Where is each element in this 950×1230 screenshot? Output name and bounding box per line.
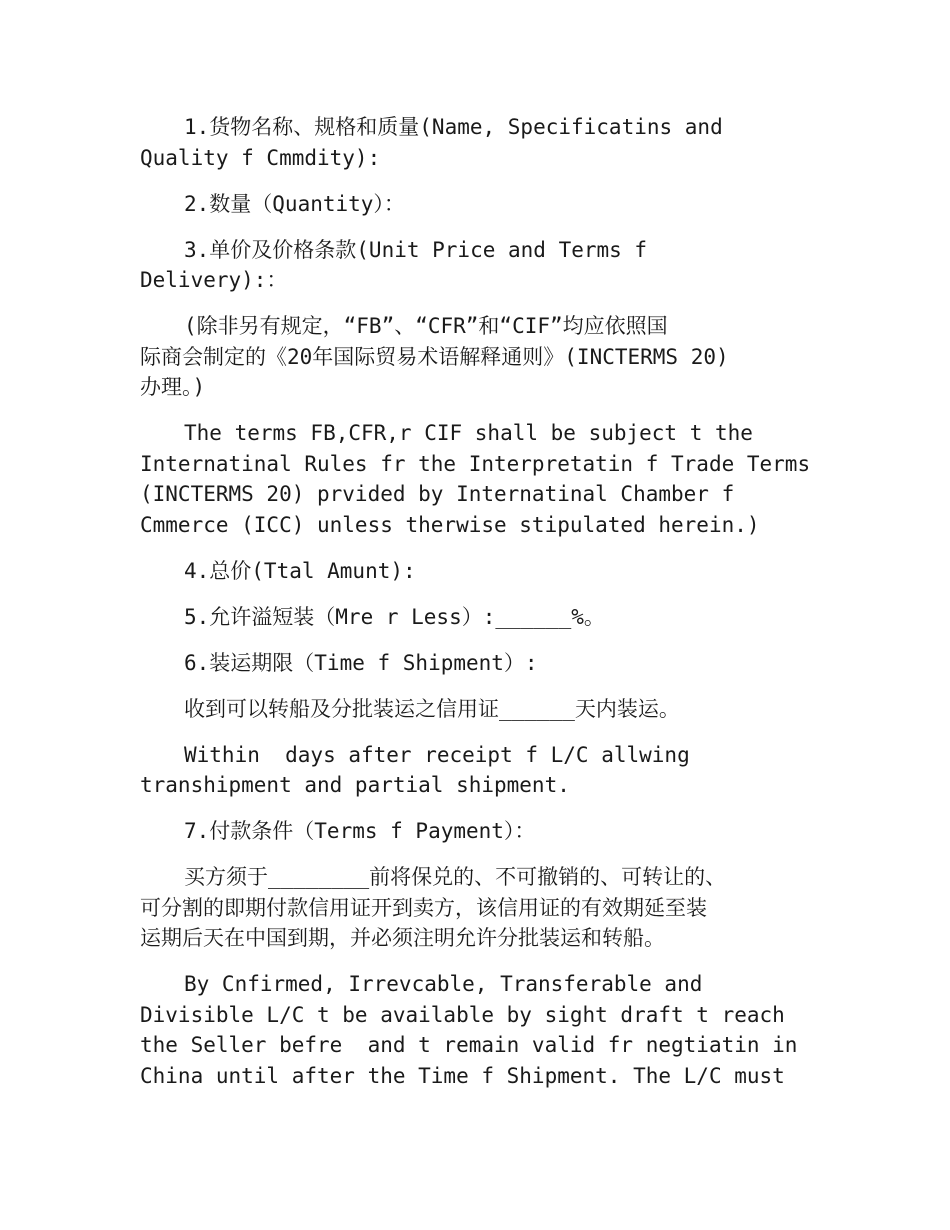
text-line: Cmmerce (ICC) unless therwise stipulated herein.) [140,512,760,537]
text-line: (INCTERMS 20) prvided by Internatinal Chamber f [140,482,735,506]
text-line: 际商会制定的《20年国际贸易术语解释通则》(INCTERMS 20) [140,344,729,369]
text-line: 1.货物名称、规格和质量(Name, Specificatins and [184,115,723,139]
paragraph-payment-en [140,969,812,1091]
paragraph-incoterms-cn [140,311,812,403]
text-line: Within days after receipt f L/C allwing [184,742,690,767]
paragraph-terms-of-payment [140,816,812,847]
paragraph-quantity [140,189,812,220]
paragraph-goods-name [140,112,812,173]
text-line: 办理。) [140,375,206,399]
text-line: 运期后天在中国到期，并必须注明允许分批装运和转船。 [140,926,665,950]
text-line: the Seller befre and t remain valid fr negtiatin in [140,1033,798,1057]
paragraph-total-amount [140,556,812,587]
text-line: Quality f Cmmdity): [140,145,381,170]
text-line: 7.付款条件（Terms f Payment）： [184,819,536,843]
paragraph-payment-cn [140,862,812,954]
paragraph-time-of-shipment [140,648,812,679]
text-line: 6.装运期限（Time f Shipment）: [184,650,538,675]
text-line: 4.总价(Ttal Amunt): [184,558,416,583]
text-line: 可分割的即期付款信用证开到卖方，该信用证的有效期延至装 [140,895,707,920]
text-line: 5.允许溢短装（Mre r Less）:______%。 [184,604,605,629]
text-line: 2.数量（Quantity）： [184,191,405,216]
text-line: By Cnfirmed, Irrevcable, Transferable and [184,972,703,996]
text-line: 买方须于________前将保兑的、不可撤销的、可转让的、 [184,865,727,889]
paragraph-incoterms-en [140,418,812,540]
text-line: The terms FB,CFR,r CIF shall be subject t the [184,421,753,445]
paragraph-shipment-en [140,740,812,801]
paragraph-more-or-less [140,602,812,633]
text-line: Delivery):： [140,268,288,292]
text-line: Divisible L/C t be available by sight draft t reach [140,1002,785,1027]
text-line: Internatinal Rules fr the Interpretatin f Trade Terms [140,451,811,476]
text-line: (除非另有规定，“FB”、“CFR”和“CIF”均应依照国 [184,314,668,338]
paragraph-shipment-cn [140,694,812,725]
text-line: 收到可以转船及分批装运之信用证______天内装运。 [184,696,680,721]
text-line: transhipment and partial shipment. [140,773,570,797]
text-line: China until after the Time f Shipment. The L/C must [140,1063,785,1088]
document-body [140,112,812,1107]
text-line: 3.单价及价格条款(Unit Price and Terms f [184,237,648,262]
paragraph-unit-price [140,235,812,296]
